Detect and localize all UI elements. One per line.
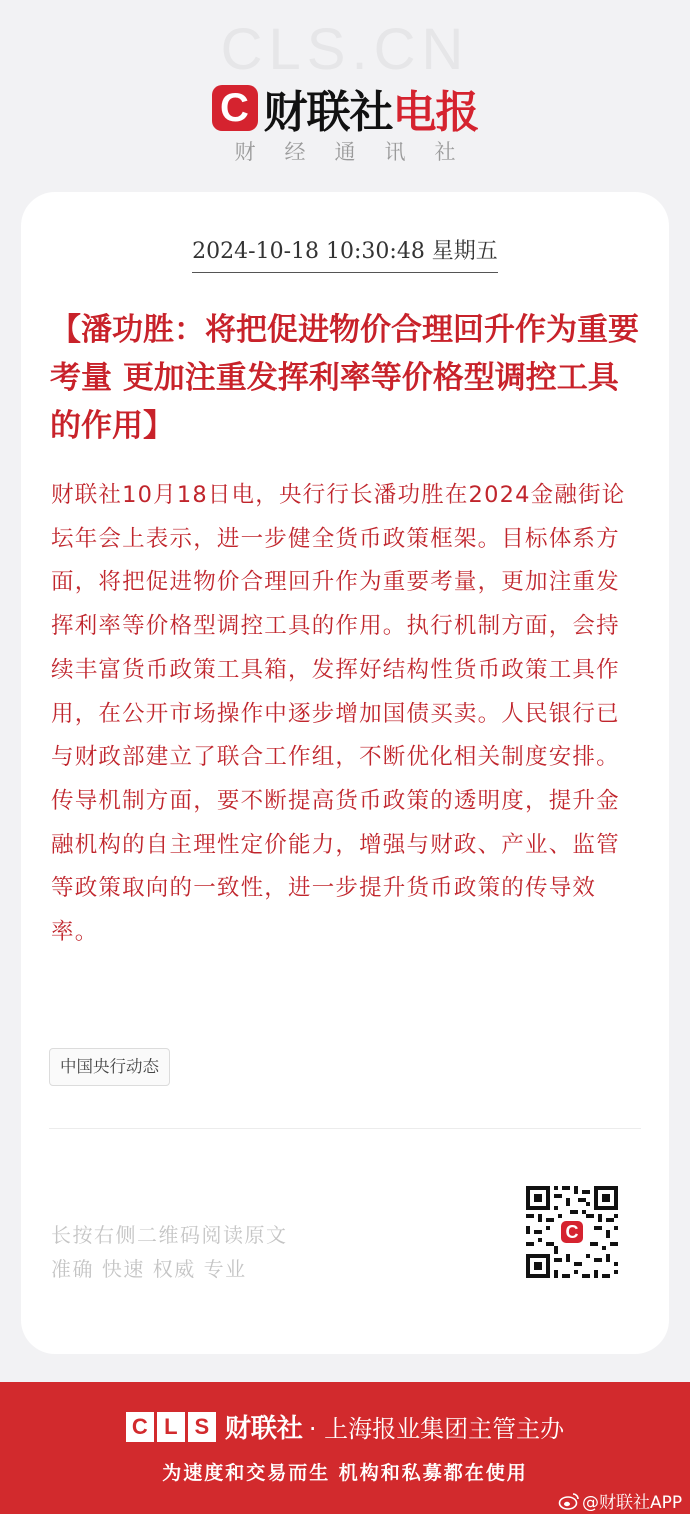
cls-letter-c: C [126, 1412, 154, 1442]
cls-logo-icon: C [212, 85, 258, 131]
weibo-handle[interactable] [558, 1488, 682, 1513]
weibo-handle-text: @财联社APP [582, 1493, 683, 1513]
qr-code-icon[interactable] [524, 1184, 620, 1280]
brand-header [0, 76, 690, 140]
brand-subtitle: 财经通讯社 [234, 140, 485, 164]
article-headline: 【潘功胜：将把促进物价合理回升作为重要考量 更加注重发挥利率等价格型调控工具的作用】 [50, 312, 639, 444]
weibo-icon [558, 1492, 580, 1510]
hint-line-2: 准确 快速 权威 专业 [51, 1257, 247, 1281]
divider [49, 1128, 641, 1129]
watermark: CLS.CN [220, 17, 470, 82]
article-datetime: 2024-10-18 10:30:48 星期五 [192, 234, 498, 273]
band-org: · 上海报业集团主管主办 [308, 1415, 565, 1443]
band-brand-row [0, 1408, 690, 1445]
svg-text:C: C [565, 1222, 579, 1242]
footer-hint [51, 1218, 288, 1286]
hint-line-1: 长按右侧二维码阅读原文 [51, 1223, 288, 1247]
datetime-wrap [0, 234, 690, 273]
article-body: 财联社10月18日电，央行行长潘功胜在2024金融街论坛年会上表示，进一步健全货币政策框架。目标体系方面，将把促进物价合理回升作为重要考量，更加注重发挥利率等价格型调控工具的作用。执行机制方面，会持续丰富货币政策工具箱，发挥好结构性货币政策工具作用，在公开市场操作中逐步增加国债买卖。人民银行已与财政部建立了联合工作组，不断优化相关制度安排。传导机制方面，要不断提高货币政策的透明度，提升金融机构的自主理性定价能力，增强与财政、产业、监管等政策取向的一致性，进一步提升货币政策的传导效率。 [51, 482, 626, 946]
band-slogan: 为速度和交易而生 机构和私募都在使用 [162, 1462, 528, 1484]
topic-tag[interactable]: 中国央行动态 [49, 1048, 170, 1086]
band-cailian: 财联社 [224, 1414, 303, 1444]
cls-letter-l: L [157, 1412, 185, 1442]
brand-name: 财联社 [263, 87, 393, 138]
brand-name-accent: 电报 [392, 87, 479, 138]
cls-letter-s: S [188, 1412, 216, 1442]
